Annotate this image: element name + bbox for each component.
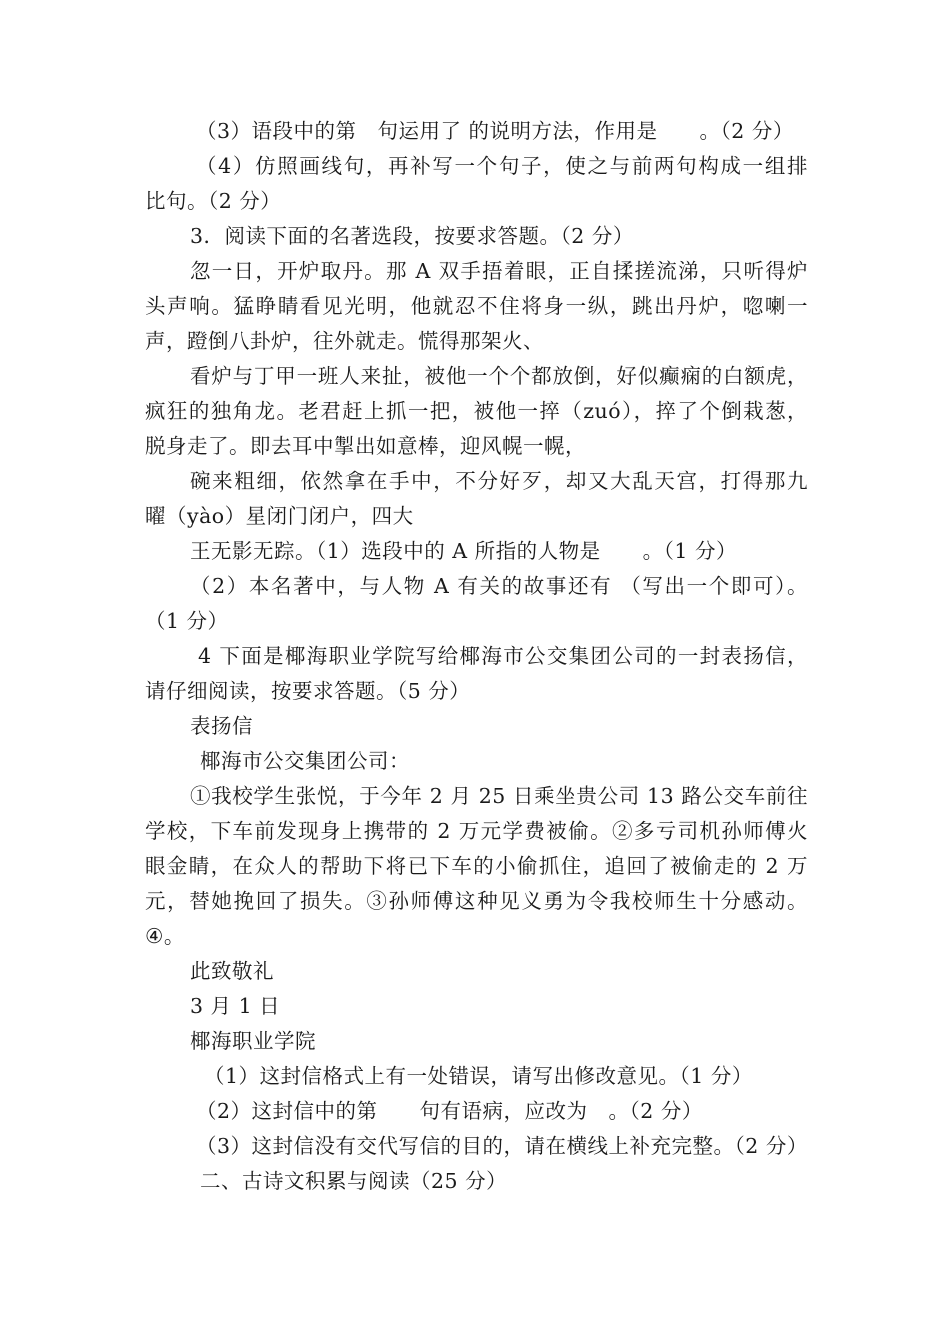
- question-4-2-line: （2）这封信中的第 句有语病，应改为 。（2 分）: [196, 1099, 703, 1123]
- question-3-heading: 3．阅读下面的名著选段，按要求答题。（2 分）: [190, 224, 634, 248]
- excerpt-line-5: 疯狂的独角龙。老君赶上抓一把，被他一捽（zuó），捽了个倒栽葱，: [145, 399, 808, 423]
- question-4-heading: 4 下面是椰海职业学院写给椰海市公交集团公司的一封表扬信，: [198, 644, 808, 668]
- section-2-heading: 二、古诗文积累与阅读（25 分）: [200, 1169, 508, 1193]
- excerpt-line-1: 忽一日，开炉取丹。那 A 双手捂着眼，正自揉搓流涕，只听得炉: [190, 259, 808, 283]
- excerpt-line-6: 脱身走了。即去耳中掣出如意棒，迎风幌一幌，: [145, 434, 586, 458]
- excerpt-line-4: 看炉与丁甲一班人来扯，被他一个个都放倒，好似癫痫的白额虎，: [190, 364, 808, 388]
- excerpt-line-8: 曜（yào）星闭门闭户，四大: [145, 504, 414, 528]
- question-4-1-line: （1）这封信格式上有一处错误，请写出修改意见。（1 分）: [204, 1064, 753, 1088]
- excerpt-line-3: 声，蹬倒八卦炉，往外就走。慌得那架火、: [145, 329, 544, 353]
- letter-body-line-2: 学校，下车前发现身上携带的 2 万元学费被偷。②多亏司机孙师傅火: [145, 819, 808, 843]
- question-3-2-line: （2）本名著中，与人物 A 有关的故事还有 （写出一个即可）。: [190, 574, 808, 598]
- question-3-3-line: （3）语段中的第 句运用了 的说明方法，作用是 。（2 分）: [196, 119, 794, 143]
- letter-signature: 椰海职业学院: [190, 1029, 316, 1053]
- question-3-1-line: 王无影无踪。（1）选段中的 A 所指的人物是 。（1 分）: [190, 539, 737, 563]
- question-3-4-cont-line: 比句。（2 分）: [145, 189, 282, 213]
- letter-body-line-3: 眼金睛，在众人的帮助下将已下车的小偷抓住，追回了被偷走的 2 万: [145, 854, 808, 878]
- excerpt-line-2: 头声响。猛睁睛看见光明，他就忍不住将身一纵，跳出丹炉，唿喇一: [145, 294, 808, 318]
- letter-body-line-5: ④。: [145, 924, 185, 948]
- letter-body-line-4: 元，替她挽回了损失。③孙师傅这种见义勇为令我校师生十分感动。: [145, 889, 808, 913]
- question-4-heading-cont: 请仔细阅读，按要求答题。（5 分）: [145, 679, 471, 703]
- question-3-2-cont-line: （1 分）: [145, 609, 229, 633]
- letter-date: 3 月 1 日: [190, 994, 281, 1018]
- letter-salutation: 椰海市公交集团公司：: [200, 749, 410, 773]
- question-4-3-line: （3）这封信没有交代写信的目的，请在横线上补充完整。（2 分）: [196, 1134, 808, 1158]
- letter-body-line-1: ①我校学生张悦，于今年 2 月 25 日乘坐贵公司 13 路公交车前往: [190, 784, 808, 808]
- letter-title: 表扬信: [190, 714, 253, 738]
- letter-closing: 此致敬礼: [190, 959, 274, 983]
- excerpt-line-7: 碗来粗细，依然拿在手中，不分好歹，却又大乱天宫，打得那九: [190, 469, 808, 493]
- question-3-4-line: （4）仿照画线句，再补写一个句子，使之与前两句构成一组排: [196, 154, 808, 178]
